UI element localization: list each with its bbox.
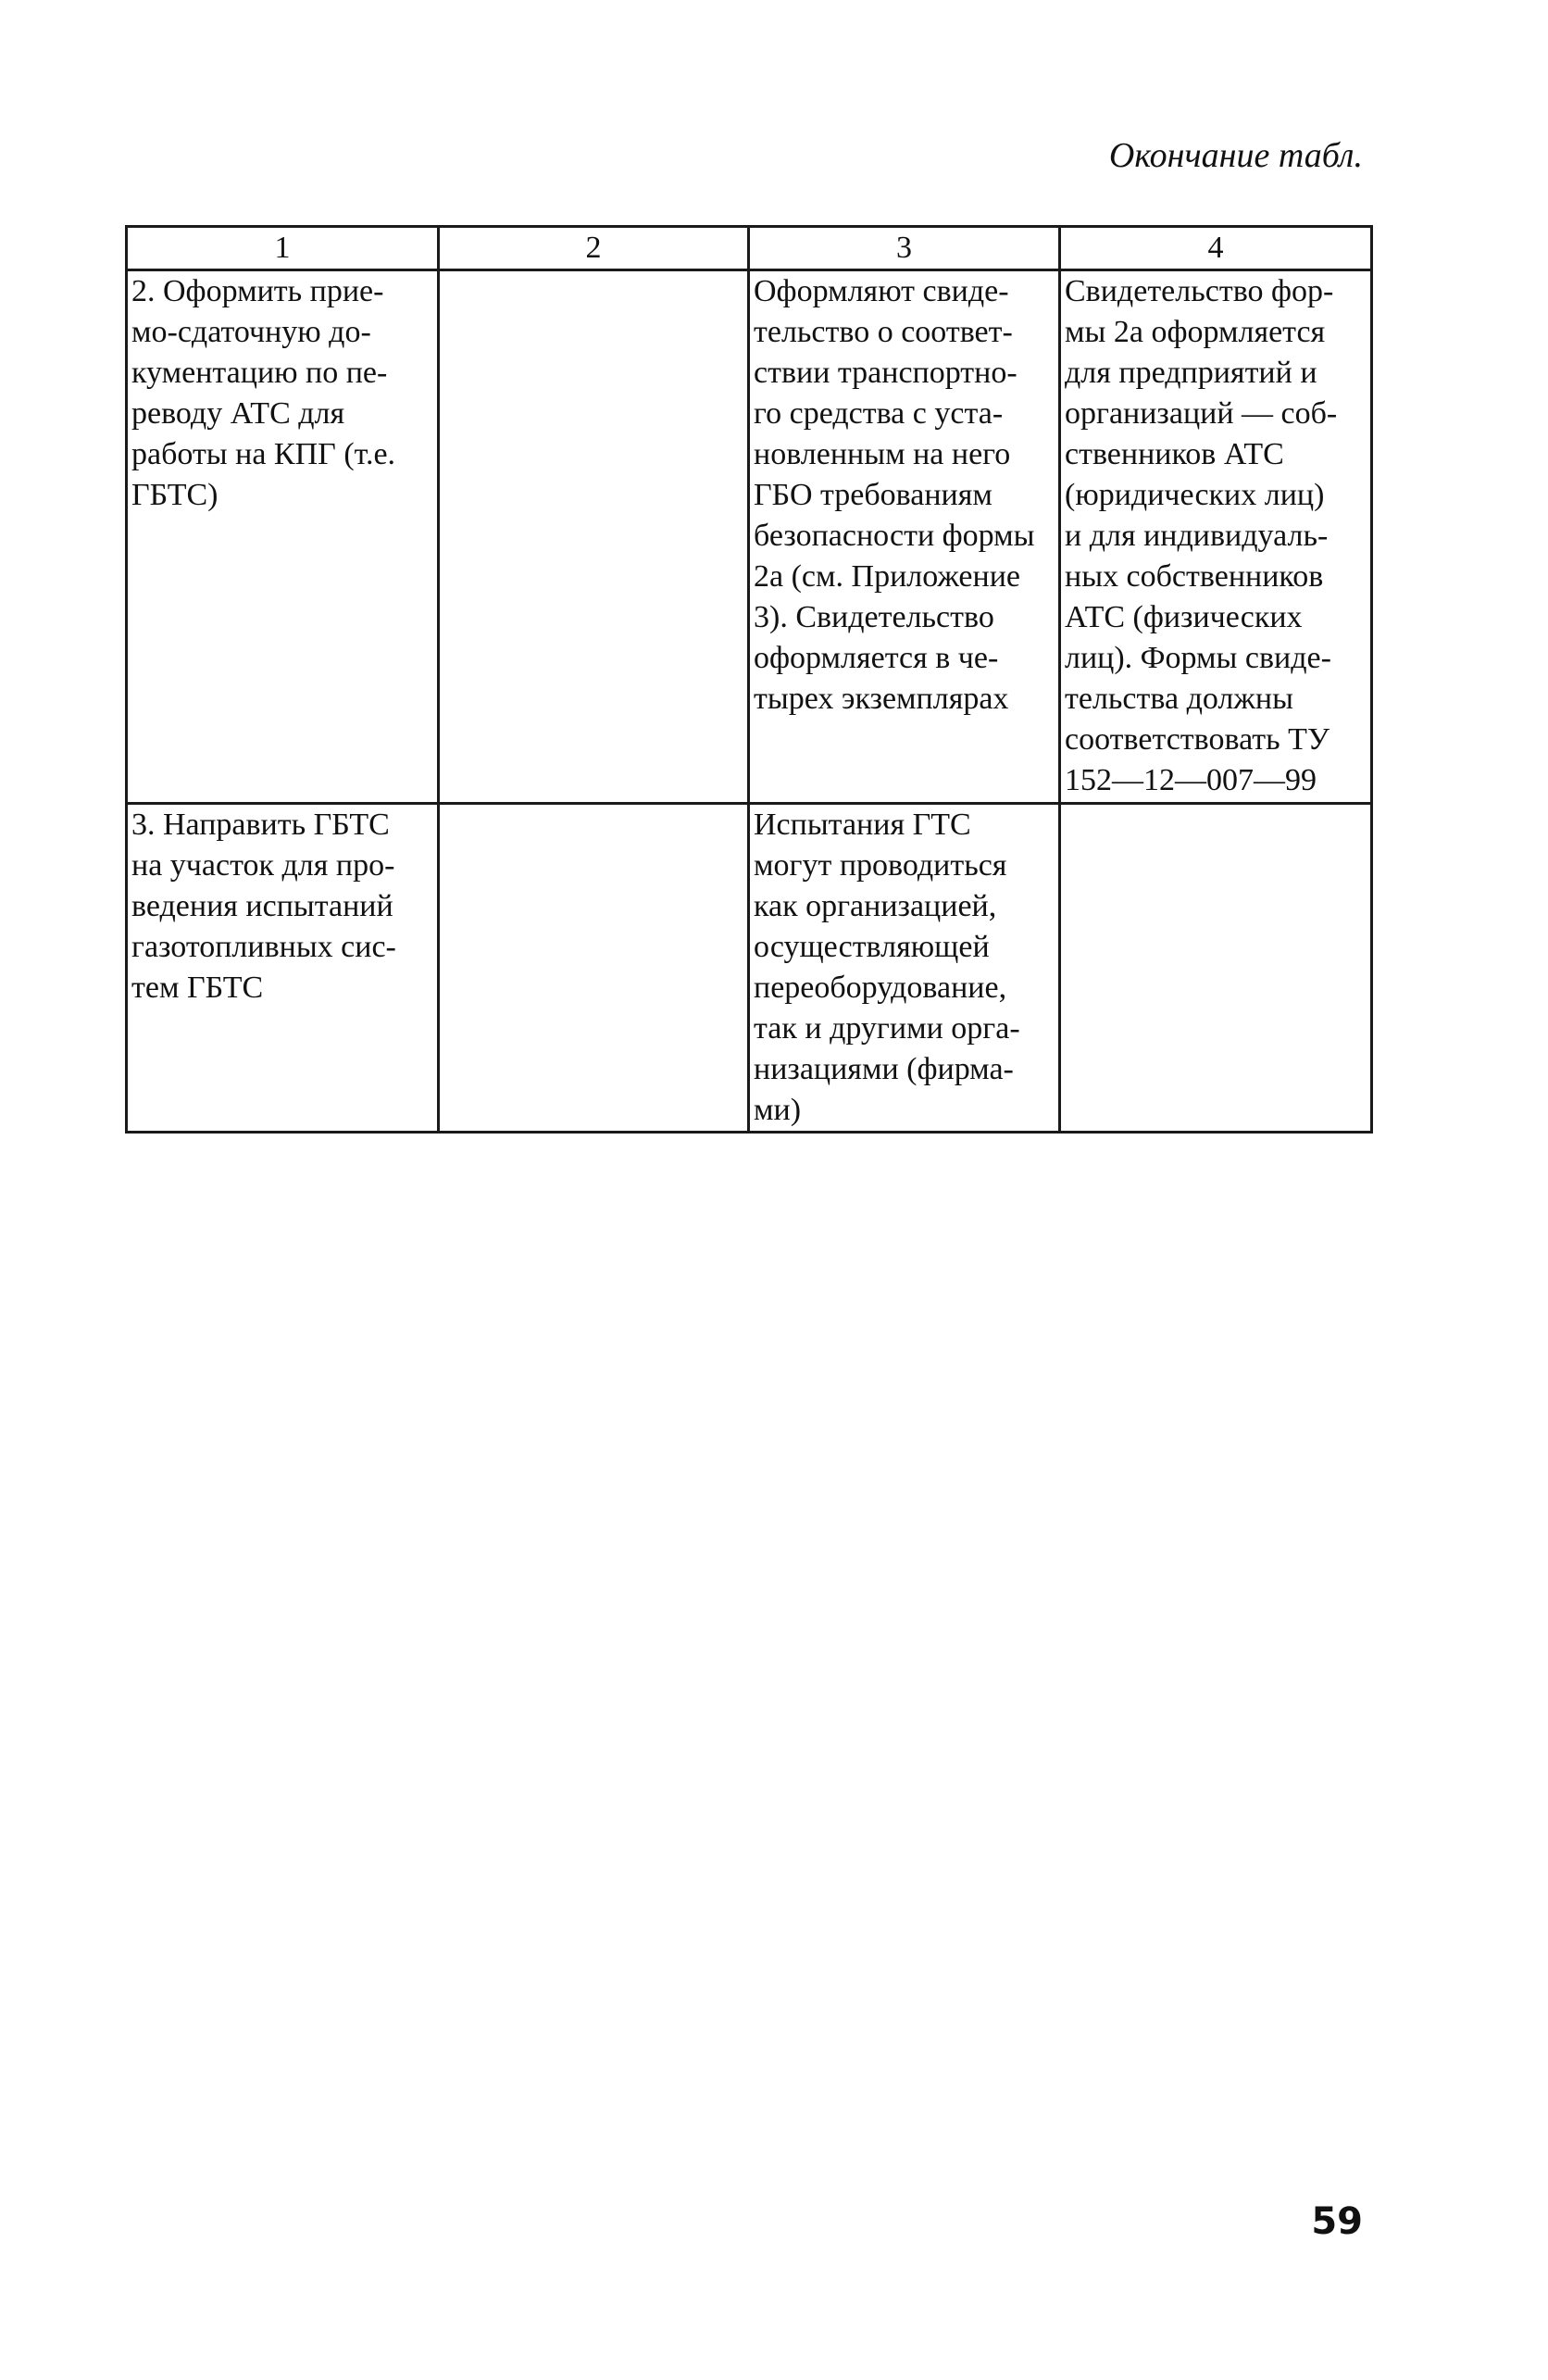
cell-text-line: 3). Свидетельство [754, 600, 994, 634]
cell-text-line: безопасности формы [754, 519, 1035, 553]
cell-text-line: ственников АТС [1065, 437, 1284, 471]
cell-text-line: Свидетельство фор- [1065, 274, 1334, 308]
cell-text-line: новленным на него [754, 437, 1011, 471]
table-cell [439, 270, 749, 804]
cell-text-line: осуществляющей [754, 930, 990, 964]
cell-text-line: АТС (физических [1065, 600, 1303, 634]
table-continuation-caption: Окончание табл. [1108, 136, 1363, 175]
cell-text-line: и для индивидуаль- [1065, 519, 1329, 553]
cell-text-line: Испытания ГТС [754, 808, 971, 842]
table-row [127, 270, 1372, 804]
table-cell [1060, 804, 1372, 1133]
table-cell [439, 804, 749, 1133]
cell-text-line: организаций — соб- [1065, 396, 1338, 431]
cell-text-line: так и другими орга- [754, 1011, 1020, 1046]
cell-text-line: ных собственников [1065, 559, 1324, 594]
cell-text-line: го средства с уста- [754, 396, 1004, 431]
cell-text-line: 152—12—007—99 [1065, 763, 1317, 797]
cell-text-line: работы на КПГ (т.е. [131, 437, 396, 471]
page-number: 59 [1311, 2200, 1363, 2243]
table-cell [127, 270, 439, 804]
document-table [125, 225, 1373, 1134]
cell-text-line: как организацией, [754, 889, 997, 923]
cell-text-line: оформляется в че- [754, 641, 999, 675]
cell-text-line: Оформляют свиде- [754, 274, 1009, 308]
cell-text-line: ГБТС) [131, 478, 218, 512]
cell-text-line: ГБО требованиям [754, 478, 992, 512]
column-header-2: 2 [439, 227, 749, 270]
table-cell [749, 804, 1060, 1133]
cell-text-line: тем ГБТС [131, 971, 264, 1005]
cell-text-line: газотопливных сис- [131, 930, 396, 964]
cell-text-line: тельство о соответ- [754, 315, 1013, 349]
column-header-1: 1 [127, 227, 439, 270]
cell-text-line: ми) [754, 1093, 802, 1127]
cell-text-line: могут проводиться [754, 848, 1007, 883]
table-cell [1060, 270, 1372, 804]
table-row [127, 804, 1372, 1133]
cell-text-line: 3. Направить ГБТС [131, 808, 390, 842]
cell-text-line: кументацию по пе- [131, 356, 388, 390]
cell-text-line: 2а (см. Приложение [754, 559, 1021, 594]
table-cell [127, 804, 439, 1133]
column-header-4: 4 [1060, 227, 1372, 270]
cell-text-line: для предприятий и [1065, 356, 1317, 390]
cell-text-line: низациями (фирма- [754, 1052, 1014, 1086]
cell-text-line: на участок для про- [131, 848, 395, 883]
column-header-3: 3 [749, 227, 1060, 270]
cell-text-line: мы 2а оформляется [1065, 315, 1326, 349]
cell-text-line: мо-сдаточную до- [131, 315, 371, 349]
cell-text-line: переоборудование, [754, 971, 1007, 1005]
cell-text-line: тельства должны [1065, 682, 1293, 716]
cell-text-line: (юридических лиц) [1065, 478, 1325, 512]
cell-text-line: ствии транспортно- [754, 356, 1017, 390]
cell-text-line: тырех экземплярах [754, 682, 1009, 716]
table-cell [749, 270, 1060, 804]
cell-text-line: реводу АТС для [131, 396, 345, 431]
cell-text-line: 2. Оформить прие- [131, 274, 384, 308]
cell-text-line: соответствовать ТУ [1065, 722, 1330, 757]
cell-text-line: ведения испытаний [131, 889, 393, 923]
cell-text-line: лиц). Формы свиде- [1065, 641, 1331, 675]
table-header-row [127, 227, 1372, 270]
